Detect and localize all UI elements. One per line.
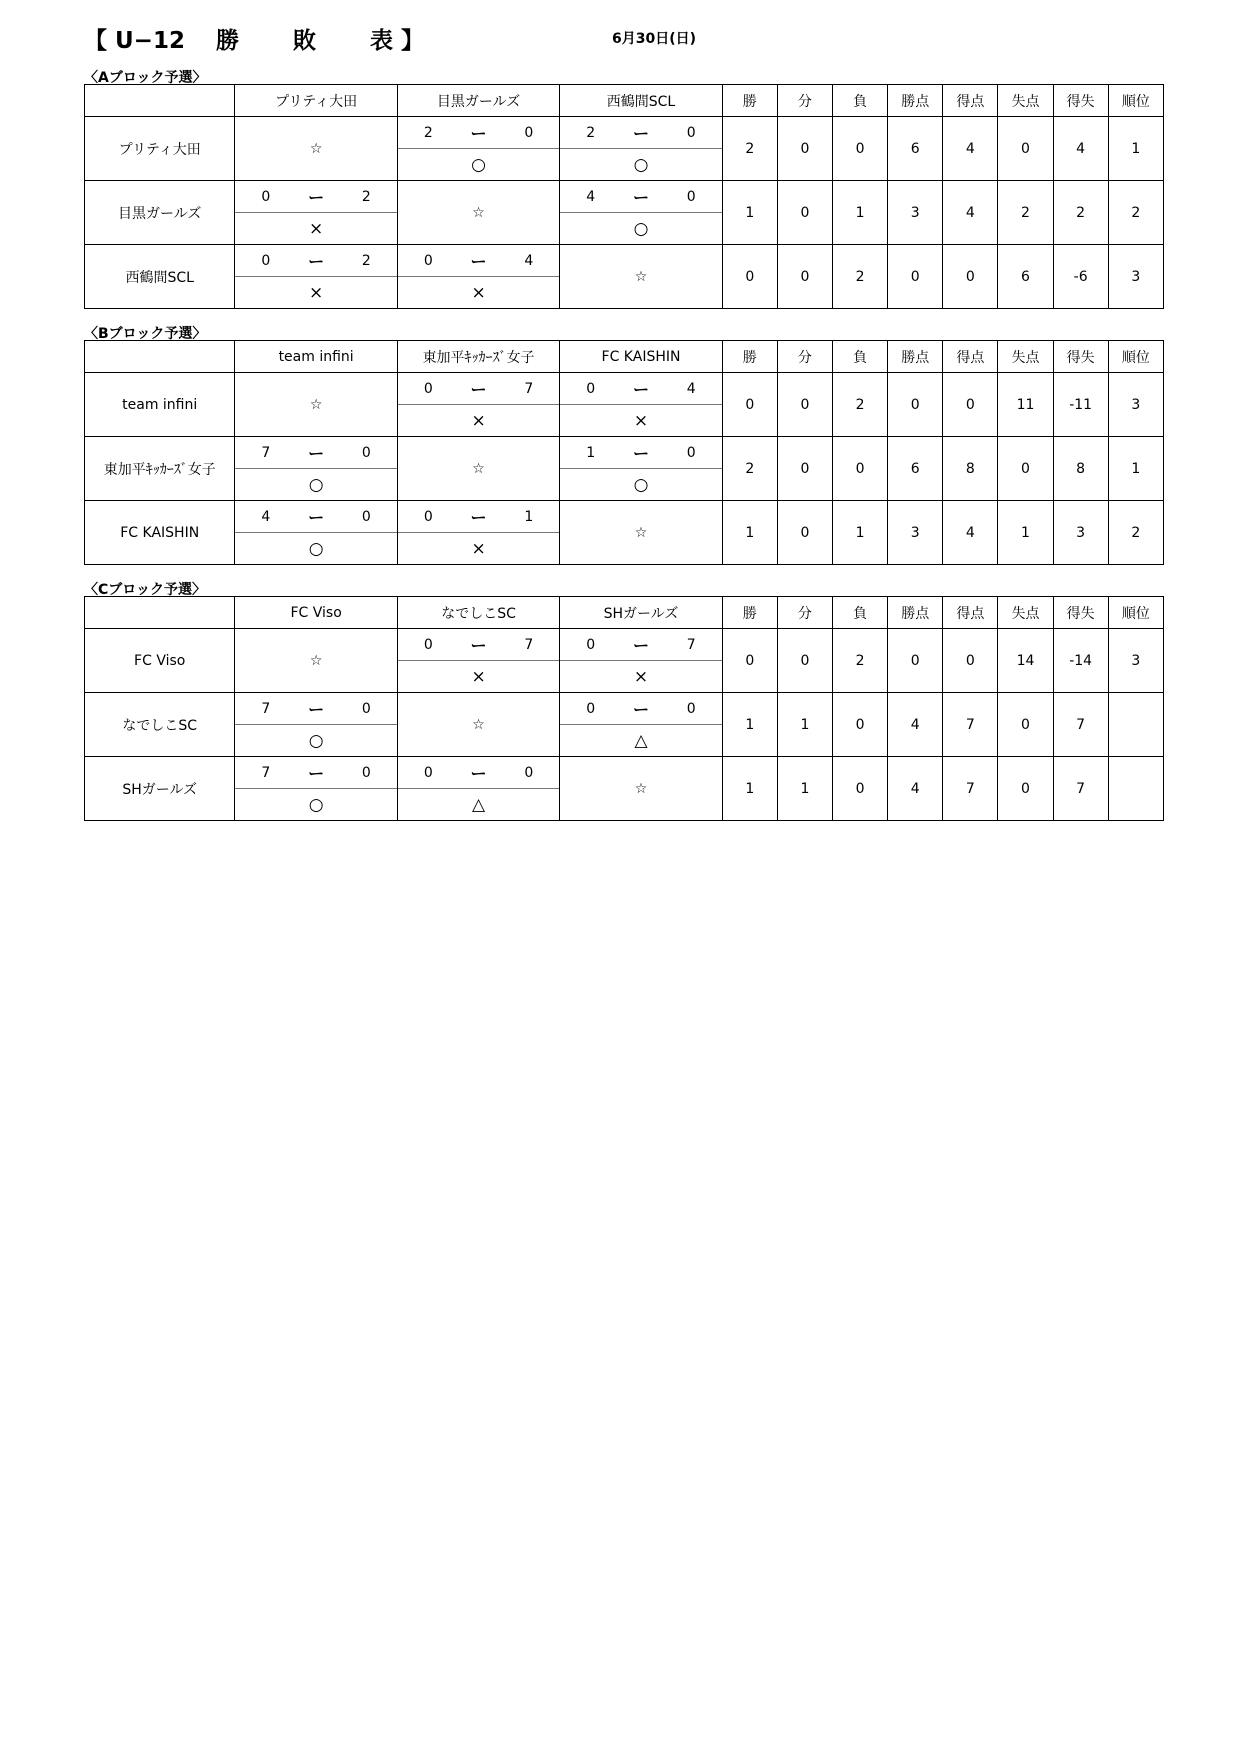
team-name: SHガールズ [85,757,235,821]
match-result-cell [560,117,722,181]
stat-value: 3 [888,181,943,245]
stat-header: 負 [833,341,888,373]
stat-value: 1 [833,181,888,245]
stat-header: 勝点 [888,597,943,629]
score-line [560,629,721,660]
self-match-cell: ☆ [560,245,722,309]
stat-value: 2 [722,437,777,501]
stat-value: 0 [777,245,832,309]
score-right: 1 [524,508,534,525]
team-row [85,181,1164,245]
score-left: 0 [423,380,433,397]
score-left: 7 [261,444,271,461]
stat-value: 7 [943,757,998,821]
corner-cell [85,597,235,629]
score-right: 0 [361,764,371,781]
stat-value: 2 [998,181,1053,245]
stat-value: 14 [998,629,1053,693]
score-left: 0 [261,252,271,269]
stat-value: 1 [777,757,832,821]
stat-value: 3 [1108,245,1163,309]
score-left: 0 [586,636,596,653]
score-right: 0 [524,764,534,781]
match-result [398,117,559,180]
stat-value: 0 [833,437,888,501]
stat-value [1108,757,1163,821]
score-dash: ー [308,764,325,783]
self-match-cell: ☆ [560,757,722,821]
stat-value: 1 [1108,437,1163,501]
stat-value: 2 [1053,181,1108,245]
score-line [235,693,396,724]
score-line [560,373,721,404]
team-header: FC KAISHIN [560,341,722,373]
stat-header: 失点 [998,341,1053,373]
result-mark: △ [560,724,721,756]
team-row [85,693,1164,757]
stat-value: 1 [777,693,832,757]
score-dash: ー [470,252,487,271]
match-result-cell [560,181,722,245]
score-line [235,501,396,532]
stat-header: 順位 [1108,597,1163,629]
match-result-cell [560,629,722,693]
stat-value: 2 [1108,501,1163,565]
block-label: 〈Aブロック予選〉 [84,70,207,86]
stat-value: 4 [943,117,998,181]
stat-value: 0 [833,117,888,181]
team-header: 東加平ｷｯｶｰｽﾞ女子 [397,341,559,373]
stat-header: 失点 [998,597,1053,629]
result-mark: × [235,276,396,308]
score-line [398,117,559,148]
score-right: 4 [524,252,534,269]
team-header: FC Viso [235,597,397,629]
score-dash: ー [308,700,325,719]
match-result [235,501,396,564]
score-right: 0 [361,700,371,717]
stat-header: 得点 [943,341,998,373]
block-label: 〈Bブロック予選〉 [84,326,207,342]
match-result-cell [235,181,397,245]
score-line [398,373,559,404]
stat-value: 4 [943,501,998,565]
self-match-cell: ☆ [397,181,559,245]
stat-value: 2 [833,629,888,693]
stat-value: -11 [1053,373,1108,437]
team-row [85,373,1164,437]
stat-value: 6 [888,437,943,501]
score-left: 4 [586,188,596,205]
score-left: 0 [423,764,433,781]
score-left: 4 [261,508,271,525]
score-line [398,757,559,788]
team-name: 西鶴間SCL [85,245,235,309]
stat-value: 0 [998,757,1053,821]
stat-header: 負 [833,597,888,629]
stat-value: 2 [833,245,888,309]
match-result-cell [235,757,397,821]
score-line [560,181,721,212]
stat-header: 順位 [1108,341,1163,373]
score-left: 0 [261,188,271,205]
stat-header: 分 [777,85,832,117]
team-row [85,629,1164,693]
team-header: 目黒ガールズ [397,85,559,117]
match-result [398,629,559,692]
stat-value: 0 [943,245,998,309]
stat-value: 3 [1108,373,1163,437]
score-right: 0 [524,124,534,141]
stat-value: 4 [888,693,943,757]
match-date: 6月30日(日) [612,31,697,47]
match-result-cell [397,245,559,309]
stat-value: 0 [777,437,832,501]
stat-header: 失点 [998,85,1053,117]
score-right: 0 [686,188,696,205]
header-row [85,85,1164,117]
score-dash: ー [632,700,649,719]
match-result [235,245,396,308]
stat-value: 3 [1053,501,1108,565]
stat-value: 8 [943,437,998,501]
stat-value: 0 [777,629,832,693]
match-result [560,437,721,500]
result-mark: × [398,660,559,692]
score-right: 7 [524,636,534,653]
score-left: 2 [423,124,433,141]
team-header: 西鶴間SCL [560,85,722,117]
score-right: 0 [361,444,371,461]
result-mark: ○ [235,532,396,564]
team-row [85,437,1164,501]
self-match-cell: ☆ [235,373,397,437]
stat-value: 0 [998,117,1053,181]
header-row [85,341,1164,373]
stat-header: 順位 [1108,85,1163,117]
score-line [560,437,721,468]
stat-value: 1 [722,757,777,821]
stat-value: 4 [943,181,998,245]
team-header: プリティ大田 [235,85,397,117]
stat-value: 6 [998,245,1053,309]
score-dash: ー [470,508,487,527]
score-left: 0 [586,380,596,397]
match-result [560,117,721,180]
stat-value: 0 [777,373,832,437]
stat-value: 0 [777,501,832,565]
stat-header: 勝 [722,85,777,117]
result-mark: × [398,276,559,308]
stat-value: 3 [1108,629,1163,693]
stat-header: 得点 [943,597,998,629]
score-dash: ー [470,636,487,655]
team-header: なでしこSC [397,597,559,629]
stat-value: 0 [888,245,943,309]
team-name: 目黒ガールズ [85,181,235,245]
team-name: なでしこSC [85,693,235,757]
score-right: 7 [686,636,696,653]
result-mark: ○ [560,468,721,500]
score-right: 4 [686,380,696,397]
stat-value: -6 [1053,245,1108,309]
stat-value: 4 [1053,117,1108,181]
team-name: FC KAISHIN [85,501,235,565]
stat-value: 0 [833,757,888,821]
result-mark: × [398,532,559,564]
page-title: 【 U−12 勝 敗 表 】 [84,28,424,54]
result-mark: ○ [235,468,396,500]
score-line [235,245,396,276]
score-left: 0 [423,252,433,269]
match-result-cell [397,117,559,181]
match-result-cell [235,501,397,565]
score-dash: ー [470,764,487,783]
score-left: 1 [586,444,596,461]
stat-value: 1 [722,693,777,757]
match-result [398,245,559,308]
stat-header: 得点 [943,85,998,117]
result-mark: ○ [235,724,396,756]
stat-value: -14 [1053,629,1108,693]
match-result-cell [560,693,722,757]
team-name: 東加平ｷｯｶｰｽﾞ女子 [85,437,235,501]
score-right: 2 [361,252,371,269]
score-right: 0 [686,124,696,141]
score-line [560,693,721,724]
result-mark: ○ [560,212,721,244]
stat-value: 0 [722,373,777,437]
match-result [398,757,559,820]
self-match-cell: ☆ [397,693,559,757]
score-left: 7 [261,700,271,717]
score-right: 0 [686,700,696,717]
stat-header: 負 [833,85,888,117]
match-result [398,501,559,564]
self-match-cell: ☆ [235,117,397,181]
score-right: 2 [361,188,371,205]
team-row [85,245,1164,309]
team-name: team infini [85,373,235,437]
stat-value: 7 [1053,693,1108,757]
result-mark: ○ [235,788,396,820]
score-dash: ー [632,380,649,399]
self-match-cell: ☆ [560,501,722,565]
result-mark: △ [398,788,559,820]
team-header: team infini [235,341,397,373]
match-result [235,437,396,500]
match-result-cell [560,437,722,501]
corner-cell [85,85,235,117]
match-result-cell [560,373,722,437]
stat-header: 分 [777,597,832,629]
stat-value [1108,693,1163,757]
match-result-cell [397,757,559,821]
match-result [560,181,721,244]
standings-table [84,340,1164,565]
score-left: 0 [423,508,433,525]
team-name: FC Viso [85,629,235,693]
result-mark: × [398,404,559,436]
match-result-cell [397,629,559,693]
stat-header: 得失 [1053,341,1108,373]
match-result [560,693,721,756]
score-left: 0 [423,636,433,653]
stat-header: 勝 [722,341,777,373]
stat-value: 2 [722,117,777,181]
score-left: 7 [261,764,271,781]
self-match-cell: ☆ [397,437,559,501]
team-header: SHガールズ [560,597,722,629]
standings-table [84,84,1164,309]
match-result-cell [397,373,559,437]
result-mark: × [235,212,396,244]
score-line [398,501,559,532]
score-line [235,437,396,468]
stat-value: 0 [943,629,998,693]
stat-value: 1 [722,181,777,245]
score-dash: ー [632,444,649,463]
score-line [398,629,559,660]
stat-value: 0 [833,693,888,757]
match-result [235,693,396,756]
block-label: 〈Cブロック予選〉 [84,582,206,598]
stat-header: 勝点 [888,85,943,117]
stat-value: 1 [1108,117,1163,181]
team-name: プリティ大田 [85,117,235,181]
header-row [85,597,1164,629]
stat-value: 0 [888,629,943,693]
score-right: 0 [686,444,696,461]
stat-value: 1 [722,501,777,565]
team-row [85,757,1164,821]
stat-header: 勝点 [888,341,943,373]
stat-value: 2 [1108,181,1163,245]
result-mark: ○ [398,148,559,180]
score-dash: ー [632,188,649,207]
team-row [85,117,1164,181]
match-result [235,757,396,820]
score-dash: ー [308,252,325,271]
stat-value: 0 [888,373,943,437]
match-result [560,629,721,692]
stat-value: 1 [833,501,888,565]
score-dash: ー [308,444,325,463]
stat-value: 0 [777,181,832,245]
score-left: 0 [586,700,596,717]
match-result [398,373,559,436]
score-line [235,181,396,212]
stat-value: 2 [833,373,888,437]
self-match-cell: ☆ [235,629,397,693]
score-left: 2 [586,124,596,141]
score-dash: ー [308,508,325,527]
score-line [560,117,721,148]
stat-value: 0 [777,117,832,181]
stat-header: 得失 [1053,85,1108,117]
match-result-cell [235,437,397,501]
match-result-cell [235,693,397,757]
stat-value: 0 [943,373,998,437]
score-right: 7 [524,380,534,397]
result-mark: ○ [560,148,721,180]
stat-value: 0 [998,437,1053,501]
score-line [235,757,396,788]
score-dash: ー [470,124,487,143]
corner-cell [85,341,235,373]
stat-header: 分 [777,341,832,373]
score-dash: ー [632,636,649,655]
standings-table [84,596,1164,821]
stat-value: 0 [722,245,777,309]
match-result [235,181,396,244]
result-mark: × [560,660,721,692]
match-result [560,373,721,436]
stat-header: 得失 [1053,597,1108,629]
stat-value: 4 [888,757,943,821]
score-line [398,245,559,276]
result-mark: × [560,404,721,436]
stat-value: 0 [722,629,777,693]
score-dash: ー [632,124,649,143]
match-result-cell [235,245,397,309]
stat-value: 3 [888,501,943,565]
score-dash: ー [470,380,487,399]
stat-value: 11 [998,373,1053,437]
stat-value: 7 [1053,757,1108,821]
match-result-cell [397,501,559,565]
score-right: 0 [361,508,371,525]
stat-value: 7 [943,693,998,757]
stat-value: 6 [888,117,943,181]
stat-value: 0 [998,693,1053,757]
stat-value: 1 [998,501,1053,565]
stat-value: 8 [1053,437,1108,501]
score-dash: ー [308,188,325,207]
team-row [85,501,1164,565]
stat-header: 勝 [722,597,777,629]
